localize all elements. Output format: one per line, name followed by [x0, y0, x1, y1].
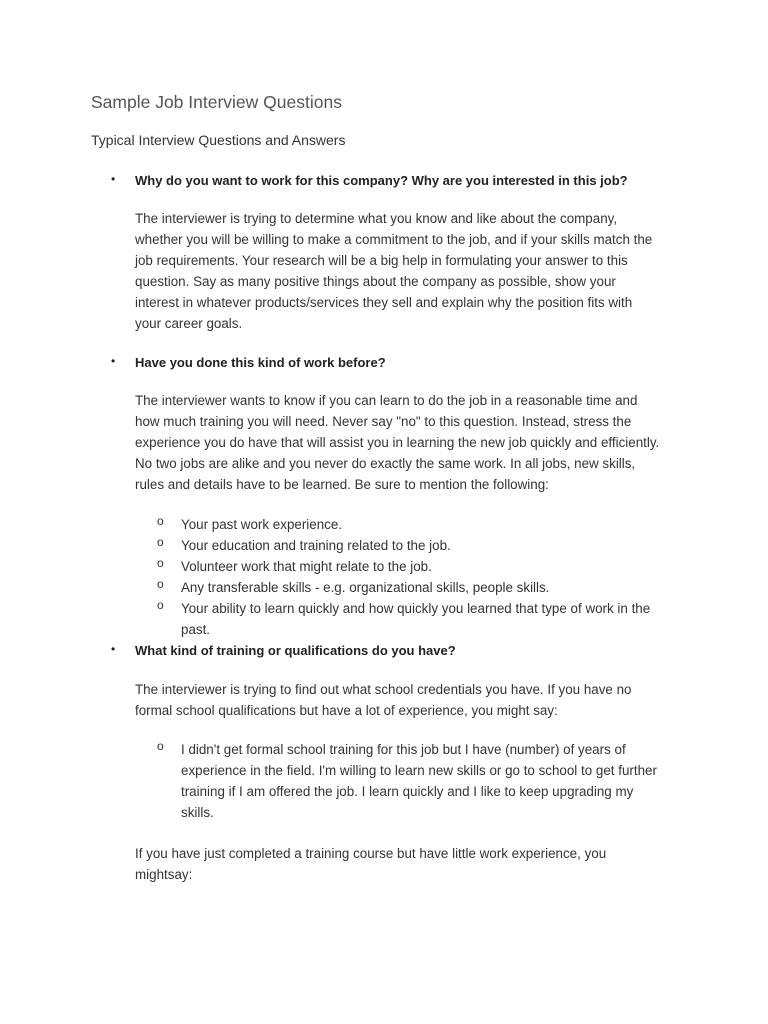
hollow-bullet-icon: o — [157, 598, 164, 612]
list-item-line: Your ability to learn quickly and how quickly you learned that type of work in the — [181, 601, 651, 616]
paragraph-line: The interviewer is trying to determine what you know and like about the company, — [135, 211, 618, 226]
list-item-text — [181, 556, 432, 577]
paragraph-line: job requirements. Your research will be a big help in formulating your answer to this — [135, 253, 628, 268]
hollow-bullet-icon: o — [157, 739, 164, 753]
paragraph-line: formal school qualifications but have a lot of experience, you might say: — [135, 703, 558, 718]
answer-3-paragraph — [135, 679, 695, 721]
list-item-line: past. — [181, 622, 211, 637]
hollow-bullet-icon: o — [157, 577, 164, 591]
list-item-text — [181, 514, 342, 535]
answer-1-paragraph — [135, 208, 695, 334]
list-item-line: Any transferable skills - e.g. organizational skills, people skills. — [181, 580, 550, 595]
list-item-line: Your education and training related to the job. — [181, 538, 451, 553]
paragraph-line: rules and details have to be learned. Be sure to mention the following: — [135, 477, 549, 492]
question-2: Have you done this kind of work before? — [135, 355, 386, 370]
hollow-bullet-icon: o — [157, 514, 164, 528]
page-title: Sample Job Interview Questions — [91, 92, 342, 112]
list-item-line: Your past work experience. — [181, 517, 343, 532]
hollow-bullet-icon: o — [157, 556, 164, 570]
question-3: What kind of training or qualifications do you have? — [135, 643, 456, 658]
paragraph-line: No two jobs are alike and you never do exactly the same work. In all jobs, new skills, — [135, 456, 636, 471]
paragraph-line: experience you do have that will assist you in learning the new job quickly and efficiently. — [135, 435, 660, 450]
example-line: experience in the field. I'm willing to learn new skills or go to school to get further — [181, 763, 657, 778]
paragraph-line: interest in whatever products/services they sell and explain why the position fits with — [135, 295, 633, 310]
paragraph-line: mightsay: — [135, 867, 193, 882]
answer-2-paragraph — [135, 390, 695, 495]
example-line: I didn't get formal school training for this job but I have (number) of years of — [181, 742, 626, 757]
paragraph-line: how much training you will need. Never say "no" to this question. Instead, stress the — [135, 414, 632, 429]
paragraph-line: whether you will be willing to make a commitment to the job, and if your skills match the — [135, 232, 653, 247]
list-item-text — [181, 535, 451, 556]
example-line: skills. — [181, 805, 214, 820]
bullet-icon: • — [111, 642, 116, 656]
example-answer-text — [181, 739, 657, 823]
paragraph-line: If you have just completed a training course but have little work experience, you — [135, 846, 607, 861]
hollow-bullet-icon: o — [157, 535, 164, 549]
question-1: Why do you want to work for this company? Why are you interested in this job? — [135, 173, 628, 188]
bullet-icon: • — [111, 172, 116, 186]
paragraph-line: The interviewer wants to know if you can learn to do the job in a reasonable time and — [135, 393, 638, 408]
followup-paragraph — [135, 843, 695, 885]
example-line: training if I am offered the job. I learn quickly and I like to keep upgrading my — [181, 784, 634, 799]
list-item-text — [181, 577, 549, 598]
list-item-line: Volunteer work that might relate to the job. — [181, 559, 432, 574]
list-item-text — [181, 598, 650, 640]
paragraph-line: your career goals. — [135, 316, 243, 331]
page-subtitle: Typical Interview Questions and Answers — [91, 132, 346, 148]
paragraph-line: The interviewer is trying to find out what school credentials you have. If you have no — [135, 682, 632, 697]
bullet-icon: • — [111, 354, 116, 368]
paragraph-line: question. Say as many positive things about the company as possible, show your — [135, 274, 616, 289]
